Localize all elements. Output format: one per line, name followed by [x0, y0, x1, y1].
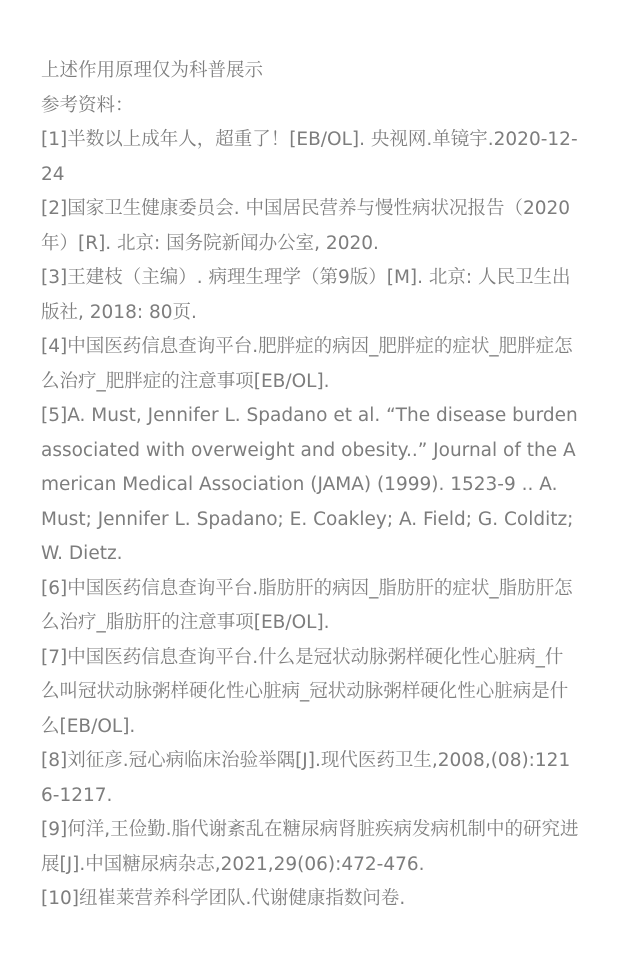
reference-item-7: [7]中国医药信息查询平台.什么是冠状动脉粥样硬化性心脏病_什么叫冠状动脉粥样硬化性心脏病_冠状动脉粥样硬化性心脏病是什么[EB/OL].	[41, 646, 569, 737]
reference-item-10: [10]纽崔莱营养科学团队.代谢健康指数问卷.	[41, 888, 406, 909]
reference-item-3: [3]王建枝（主编）. 病理生理学（第9版）[M]. 北京: 人民卫生出版社, 2018: 80页.	[41, 267, 571, 323]
reference-item-9: [9]何洋,王俭勤.脂代谢紊乱在糖尿病肾脏疾病发病机制中的研究进展[J].中国糖尿病杂志,2021,29(06):472-476.	[41, 819, 579, 875]
reference-item-5: [5]A. Must, Jennifer L. Spadano et al. “The disease burden associated with overweight and obesity..” Journal of the American Medical Association (JAMA) (1999). 1523-9 .. A. Must; Jennifer L. Spadano; E. Coakley; A. Field; G. Colditz; W. Dietz.	[41, 405, 578, 564]
reference-item-1: [1]半数以上成年人，超重了！[EB/OL]. 央视网.单镜宇.2020-12-24	[41, 129, 578, 185]
reference-item-2: [2]国家卫生健康委员会. 中国居民营养与慢性病状况报告（2020年）[R]. 北京: 国务院新闻办公室, 2020.	[41, 198, 571, 254]
reference-item-8: [8]刘征彦.冠心病临床治验举隅[J].现代医药卫生,2008,(08):1216-1217.	[41, 750, 571, 806]
references-heading: 参考资料：	[41, 94, 134, 116]
reference-item-4: [4]中国医药信息查询平台.肥胖症的病因_肥胖症的症状_肥胖症怎么治疗_肥胖症的注意事项[EB/OL].	[41, 336, 573, 392]
reference-list	[41, 123, 579, 917]
reference-item-6: [6]中国医药信息查询平台.脂肪肝的病因_脂肪肝的症状_脂肪肝怎么治疗_脂肪肝的注意事项[EB/OL].	[41, 577, 573, 633]
disclaimer-text: 上述作用原理仅为科普展示	[41, 60, 264, 81]
